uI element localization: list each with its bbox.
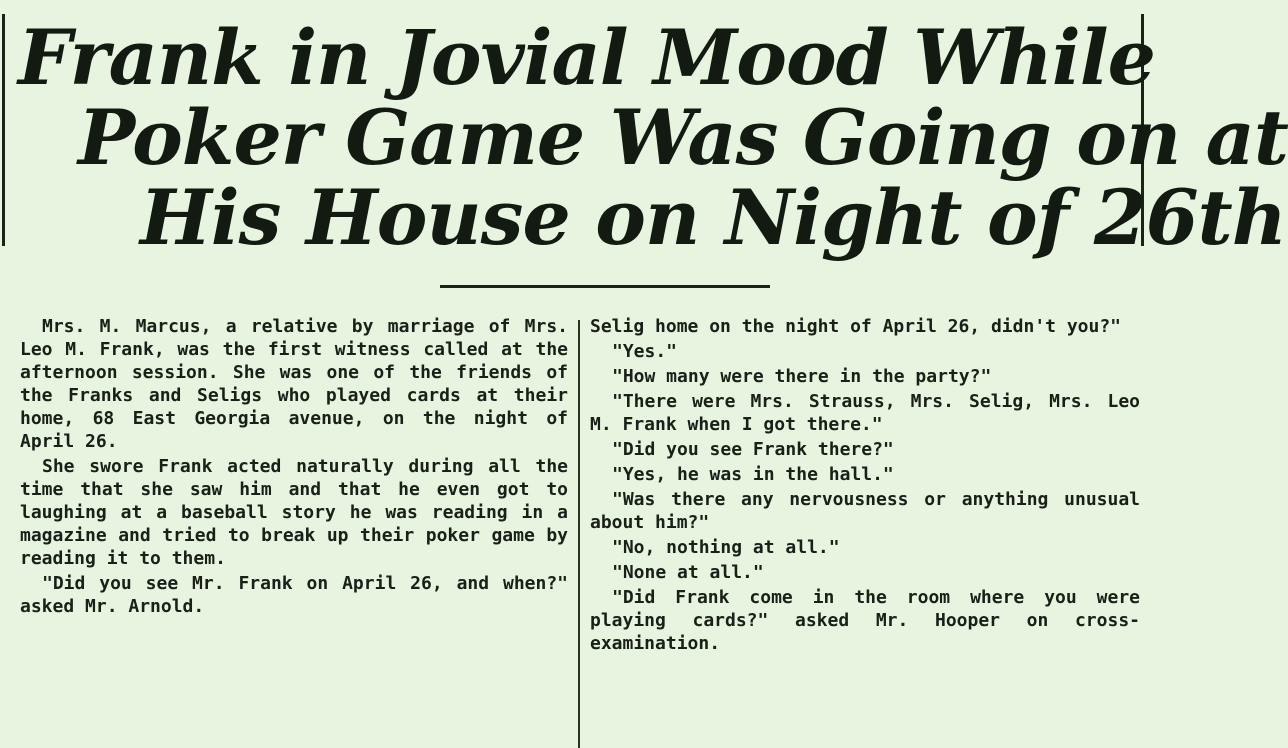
- article-column-left: [20, 315, 568, 618]
- headline-line-1: Frank in Jovial Mood While: [18, 13, 1155, 102]
- paragraph-right-8: "No, nothing at all.": [612, 537, 840, 558]
- paragraph-right-6: "Yes, he was in the hall.": [612, 464, 894, 485]
- column-divider: [578, 320, 580, 748]
- paragraph-right-1: Selig home on the night of April 26, didn't you?": [590, 316, 1122, 337]
- paragraph-right-5: "Did you see Frank there?": [612, 439, 894, 460]
- headline-line-2: Poker Game Was Going on at: [78, 93, 1288, 182]
- paragraph-right-4: "There were Mrs. Strauss, Mrs. Selig, Mrs. Leo M. Frank when I got there.": [590, 391, 1140, 435]
- paragraph-left-2: She swore Frank acted naturally during all the time that she saw him and that he even got to laughing at a baseball story he was reading in a magazine and tried to break up their poker game by reading it to them.: [20, 456, 568, 569]
- frame-left-rule: [2, 14, 5, 246]
- paragraph-left-1: Mrs. M. Marcus, a relative by marriage of Mrs. Leo M. Frank, was the first witness called at the afternoon session. She was one of the friends of the Franks and Seligs who played cards at their home, 68 East Georgia avenue, on the night of April 26.: [20, 316, 568, 452]
- headline-divider: [440, 285, 770, 288]
- paragraph-right-10: "Did Frank come in the room where you were playing cards?" asked Mr. Hooper on cross-examination.: [590, 587, 1140, 654]
- headline-line-3: His House on Night of 26th: [140, 173, 1286, 262]
- paragraph-right-9: "None at all.": [612, 562, 764, 583]
- paragraph-left-3: "Did you see Mr. Frank on April 26, and when?" asked Mr. Arnold.: [20, 573, 568, 617]
- article-column-right: [590, 315, 1140, 655]
- paragraph-right-7: "Was there any nervousness or anything unusual about him?": [590, 489, 1140, 533]
- paragraph-right-3: "How many were there in the party?": [612, 366, 992, 387]
- paragraph-right-2: "Yes.": [612, 341, 678, 362]
